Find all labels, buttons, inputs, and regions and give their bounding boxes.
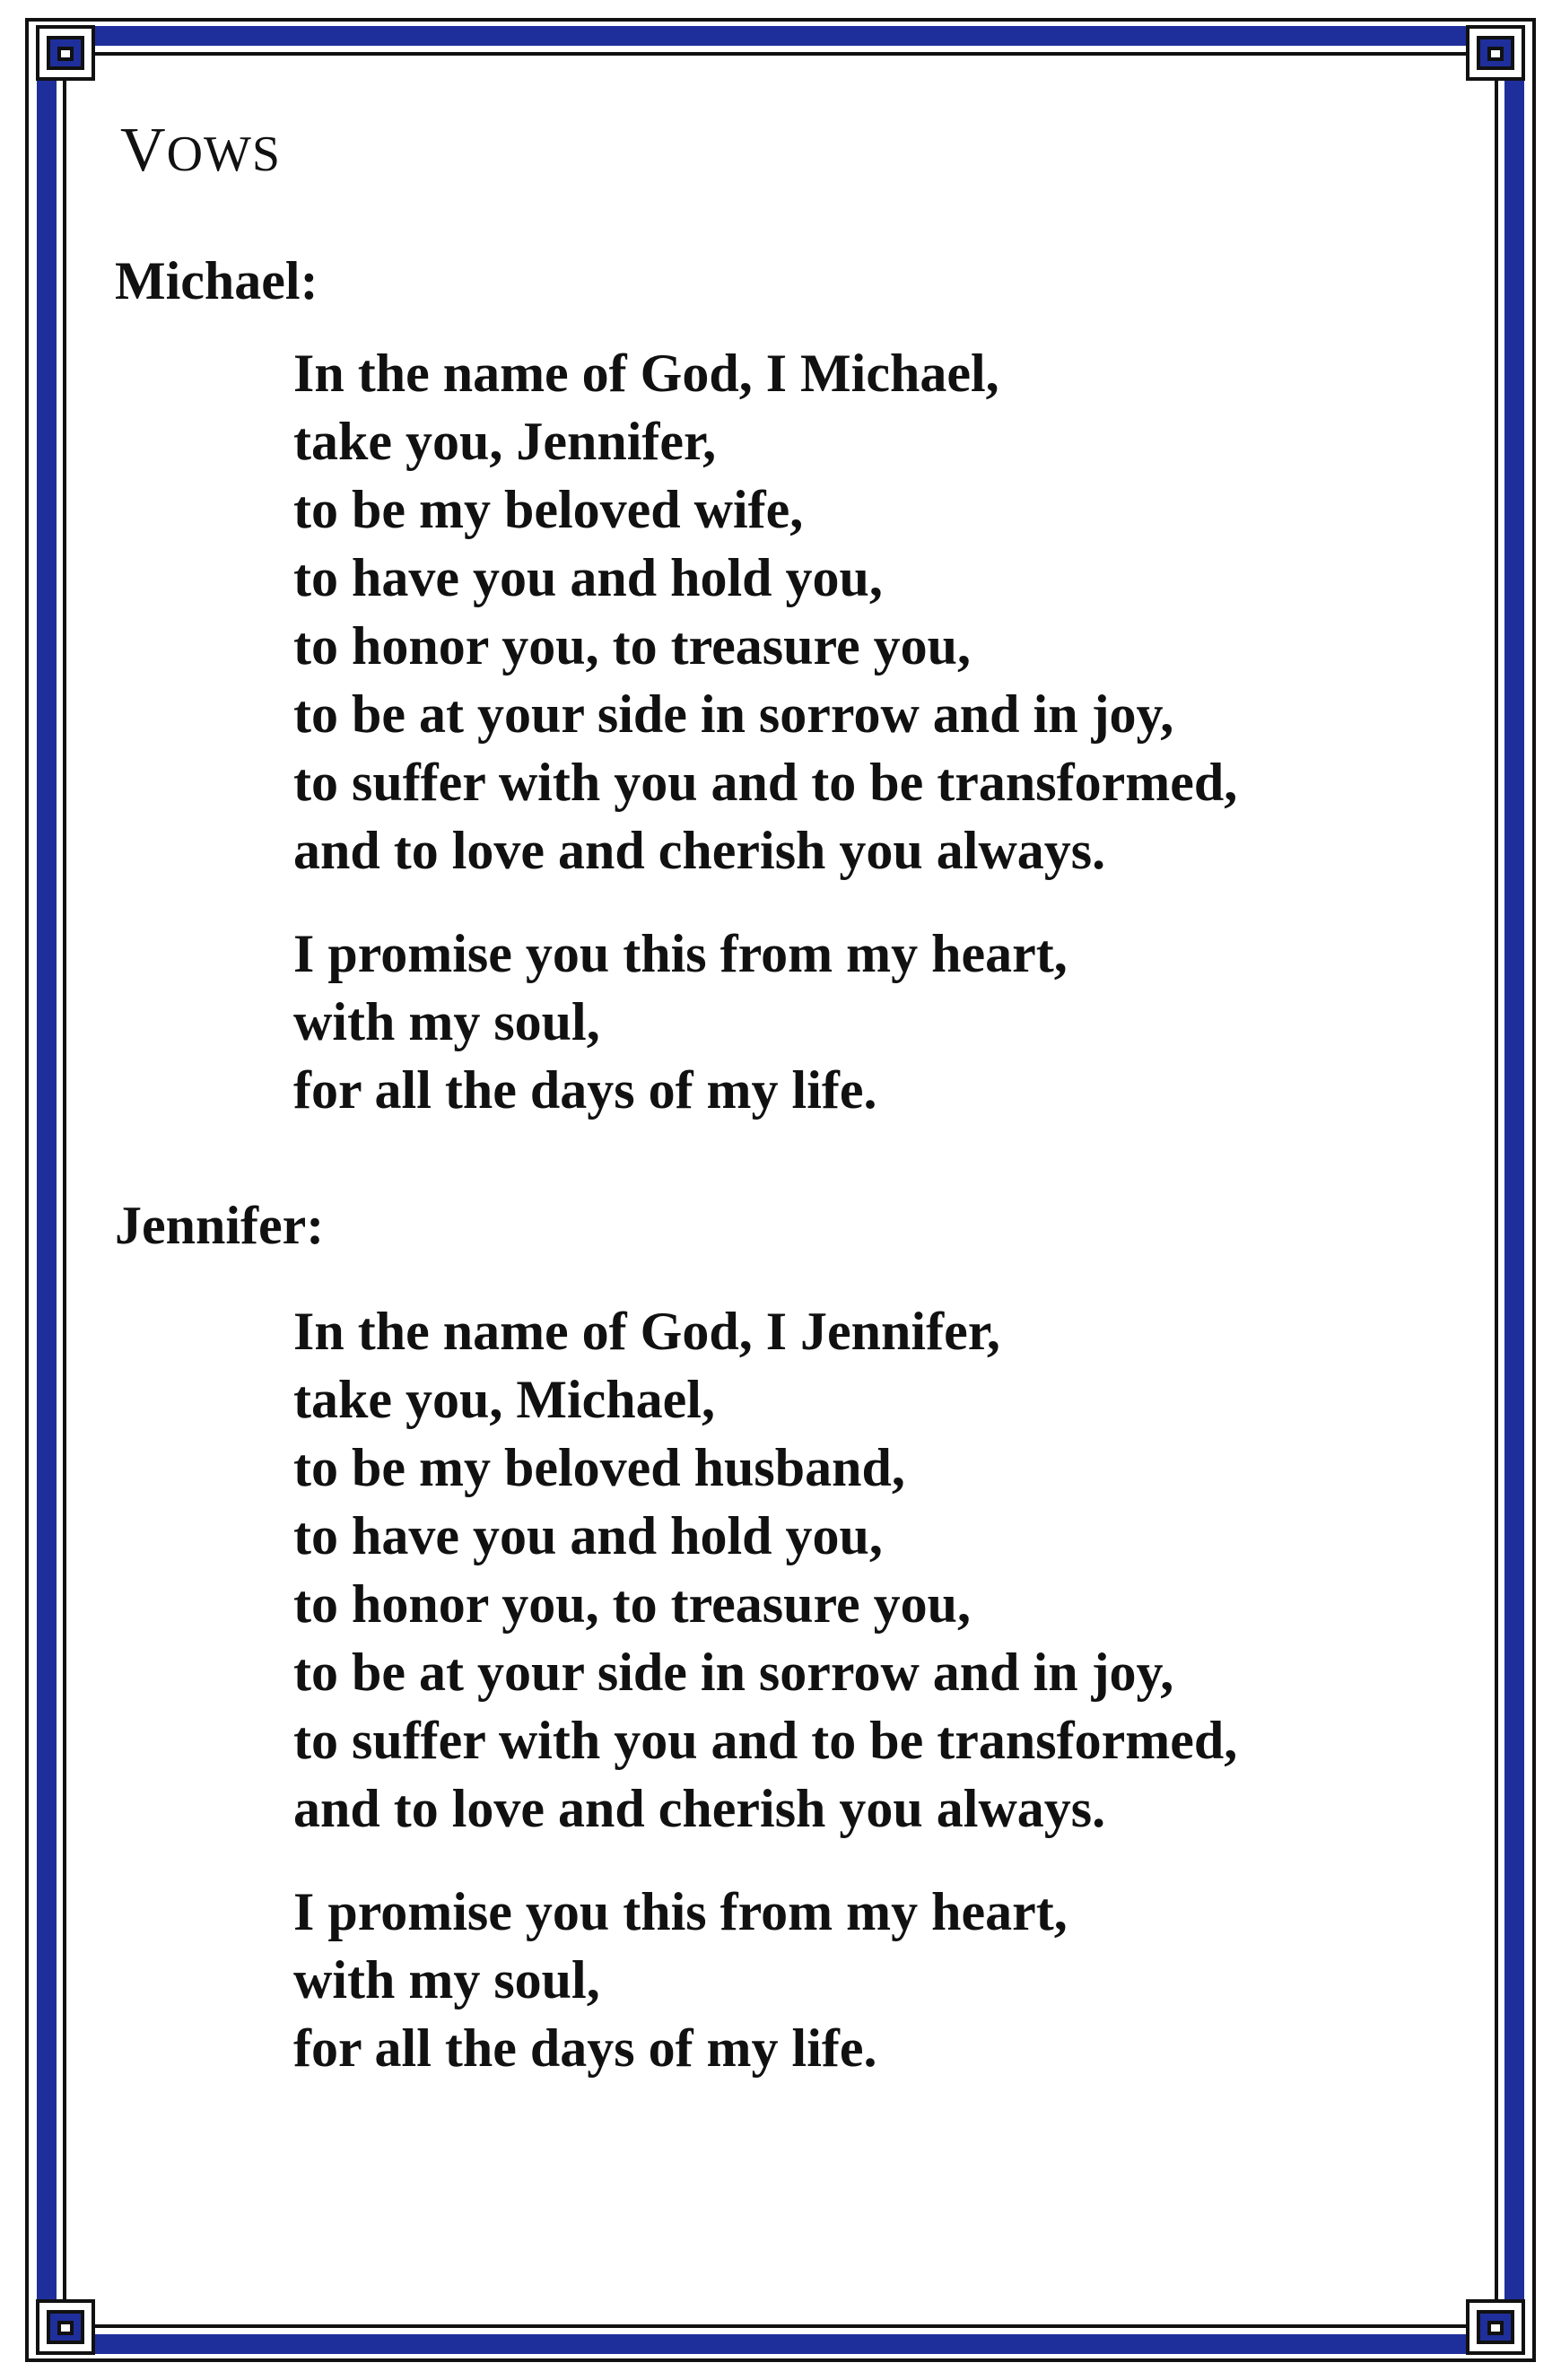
promise-line: with my soul, [293,1950,600,2009]
vow-line: In the name of God, I Michael, [293,344,999,403]
vow-line: to honor you, to treasure you, [293,616,972,676]
vow-line: to honor you, to treasure you, [293,1574,972,1634]
vow-line: to suffer with you and to be transformed, [293,753,1238,812]
vow-line: to suffer with you and to be transformed, [293,1711,1238,1770]
vow-line: to be my beloved wife, [293,480,804,539]
stanza-jennifer-promise [293,1878,1068,2082]
speaker-heading-michael: Michael: [115,251,318,310]
stanza-michael-promise [293,920,1068,1124]
vow-line: In the name of God, I Jennifer, [293,1302,1000,1361]
promise-line: with my soul, [293,992,600,1051]
page-title: VOWS [120,116,282,185]
vow-line: to be at your side in sorrow and in joy, [293,1643,1174,1702]
vow-line: take you, Jennifer, [293,412,717,471]
vow-line: take you, Michael, [293,1370,715,1429]
promise-line: I promise you this from my heart, [293,924,1068,983]
vow-line: and to love and cherish you always. [293,821,1106,880]
vow-line: to have you and hold you, [293,1506,883,1565]
stanza-michael-vow [293,339,1237,885]
vow-line: to have you and hold you, [293,548,883,607]
stanza-jennifer-vow [293,1297,1237,1843]
promise-line: I promise you this from my heart, [293,1882,1068,1941]
vow-line: and to love and cherish you always. [293,1779,1106,1838]
vow-line: to be my beloved husband, [293,1438,905,1497]
promise-line: for all the days of my life. [293,1060,877,1120]
promise-line: for all the days of my life. [293,2018,877,2078]
vow-line: to be at your side in sorrow and in joy, [293,684,1174,744]
speaker-heading-jennifer: Jennifer: [115,1196,325,1255]
